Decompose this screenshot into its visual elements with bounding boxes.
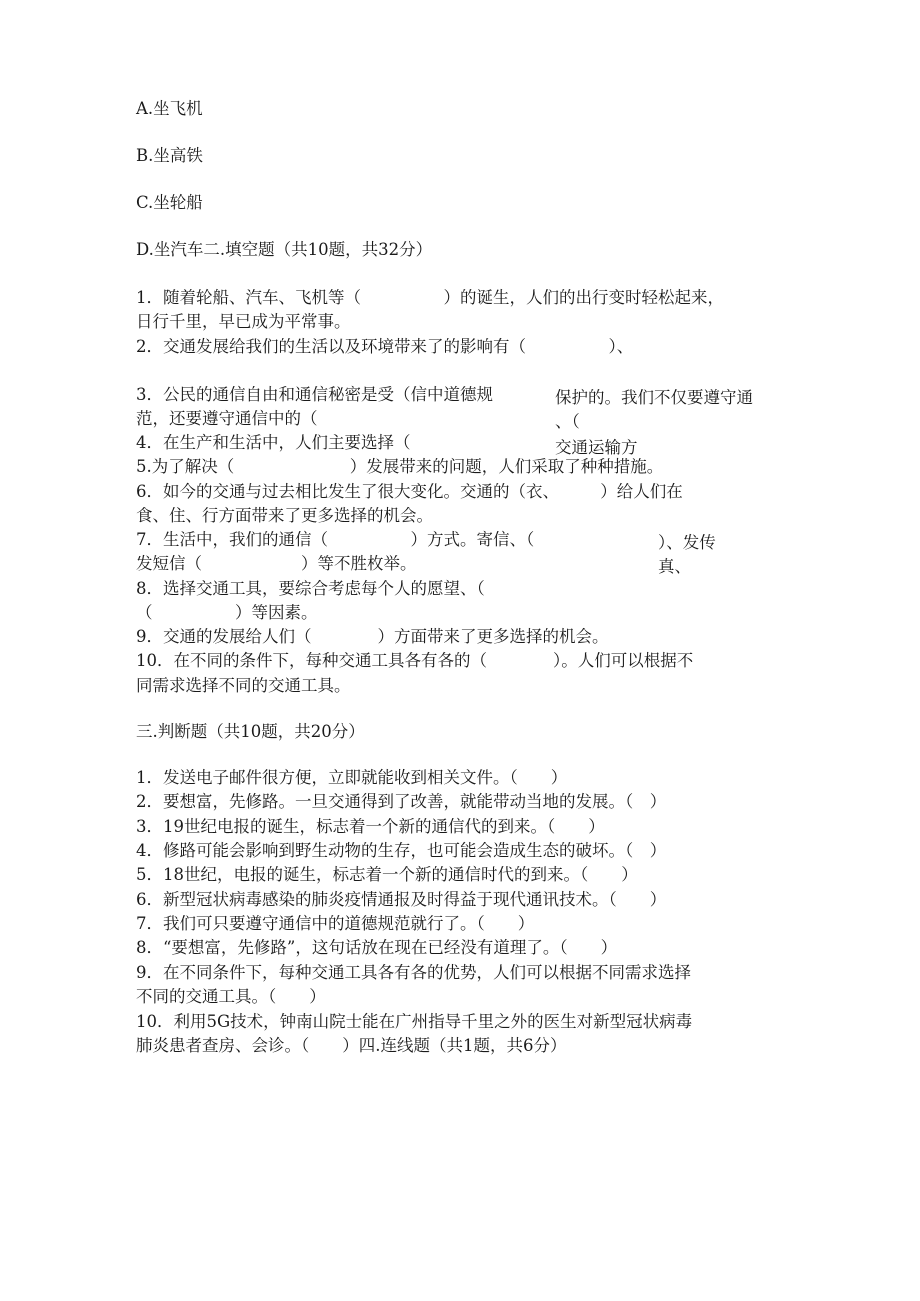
fill-q3-right-line1: 保护的。我们不仅要遵守通 bbox=[555, 388, 753, 407]
judge-item-9-line1: 9．在不同条件下，每种交通工具各有各的优势，人们可以根据不同需求选择 bbox=[136, 963, 691, 982]
option-b: B.坐高铁 bbox=[136, 146, 203, 165]
fill-q3-left-line1: 3．公民的通信自由和通信秘密是受（信中道德规 bbox=[136, 385, 493, 404]
fill-q10-line2: 同需求选择不同的交通工具。 bbox=[136, 676, 351, 695]
fill-q4-right: 交通运输方 bbox=[555, 438, 638, 457]
fill-q7-left-line1: 7．生活中，我们的通信（ ）方式。寄信、（ bbox=[136, 530, 535, 549]
fill-q6-line1: 6．如今的交通与过去相比发生了很大变化。交通的（衣、 ）给人们在 bbox=[136, 482, 683, 501]
fill-q10-line1: 10．在不同的条件下，每种交通工具各有各的（ ）。人们可以根据不 bbox=[136, 651, 694, 670]
fill-q7-right-line2: 真、 bbox=[658, 557, 691, 576]
fill-q5: 5.为了解决（ ）发展带来的问题，人们采取了种种措施。 bbox=[136, 457, 664, 476]
fill-q4-left: 4．在生产和生活中，人们主要选择（ bbox=[136, 433, 411, 452]
judge-item-4: 4．修路可能会影响到野生动物的生存，也可能会造成生态的破坏。（ ） bbox=[136, 841, 667, 860]
option-a: A.坐飞机 bbox=[136, 99, 203, 118]
fill-q2: 2．交通发展给我们的生活以及环境带来了的影响有（ ）、 bbox=[136, 337, 634, 356]
option-c: C.坐轮船 bbox=[136, 193, 203, 212]
fill-q1-line2: 日行千里，早已成为平常事。 bbox=[136, 312, 351, 331]
fill-q1-line1: 1．随着轮船、汽车、飞机等（ ）的诞生，人们的出行变时轻松起来， bbox=[136, 288, 724, 307]
fill-q3-left-line2: 范，还要遵守通信中的（ bbox=[136, 409, 318, 428]
fill-q7-left-line2: 发短信（ ）等不胜枚举。 bbox=[136, 554, 417, 573]
judge-item-9-line2: 不同的交通工具。（ ） bbox=[136, 987, 326, 1006]
judge-item-5: 5．18世纪，电报的诞生，标志着一个新的通信时代的到来。（ ） bbox=[136, 865, 638, 884]
judge-heading: 三.判断题（共10题，共20分） bbox=[136, 722, 365, 741]
judge-item-2: 2．要想富，先修路。一旦交通得到了改善，就能带动当地的发展。（ ） bbox=[136, 792, 667, 811]
judge-item-6: 6．新型冠状病毒感染的肺炎疫情通报及时得益于现代通讯技术。（ ） bbox=[136, 890, 667, 909]
fill-q8-line1: 8．选择交通工具，要综合考虑每个人的愿望、（ bbox=[136, 579, 485, 598]
fill-q6-line2: 食、住、行方面带来了更多选择的机会。 bbox=[136, 506, 433, 525]
judge-item-3: 3．19世纪电报的诞生，标志着一个新的通信代的到来。（ ） bbox=[136, 817, 605, 836]
judge-item-7: 7．我们可只要遵守通信中的道德规范就行了。（ ） bbox=[136, 914, 535, 933]
judge-item-10-line2: 肺炎患者查房、会诊。（ ）四.连线题（共1题，共6分） bbox=[136, 1036, 567, 1055]
fill-q3-right-line2: 、（ bbox=[555, 412, 580, 431]
option-d-and-fill-heading: D.坐汽车二.填空题（共10题，共32分） bbox=[136, 240, 433, 259]
judge-item-8: 8．“要想富，先修路”，这句话放在现在已经没有道理了。（ ） bbox=[136, 938, 618, 957]
fill-q9: 9．交通的发展给人们（ ）方面带来了更多选择的机会。 bbox=[136, 627, 609, 646]
fill-q8-line2: （ ）等因素。 bbox=[136, 603, 318, 622]
judge-item-1: 1．发送电子邮件很方便，立即就能收到相关文件。（ ） bbox=[136, 768, 568, 787]
judge-item-10-line1: 10．利用5G技术，钟南山院士能在广州指导千里之外的医生对新型冠状病毒 bbox=[136, 1012, 693, 1031]
fill-q7-right-line1: ）、发传 bbox=[658, 533, 716, 552]
